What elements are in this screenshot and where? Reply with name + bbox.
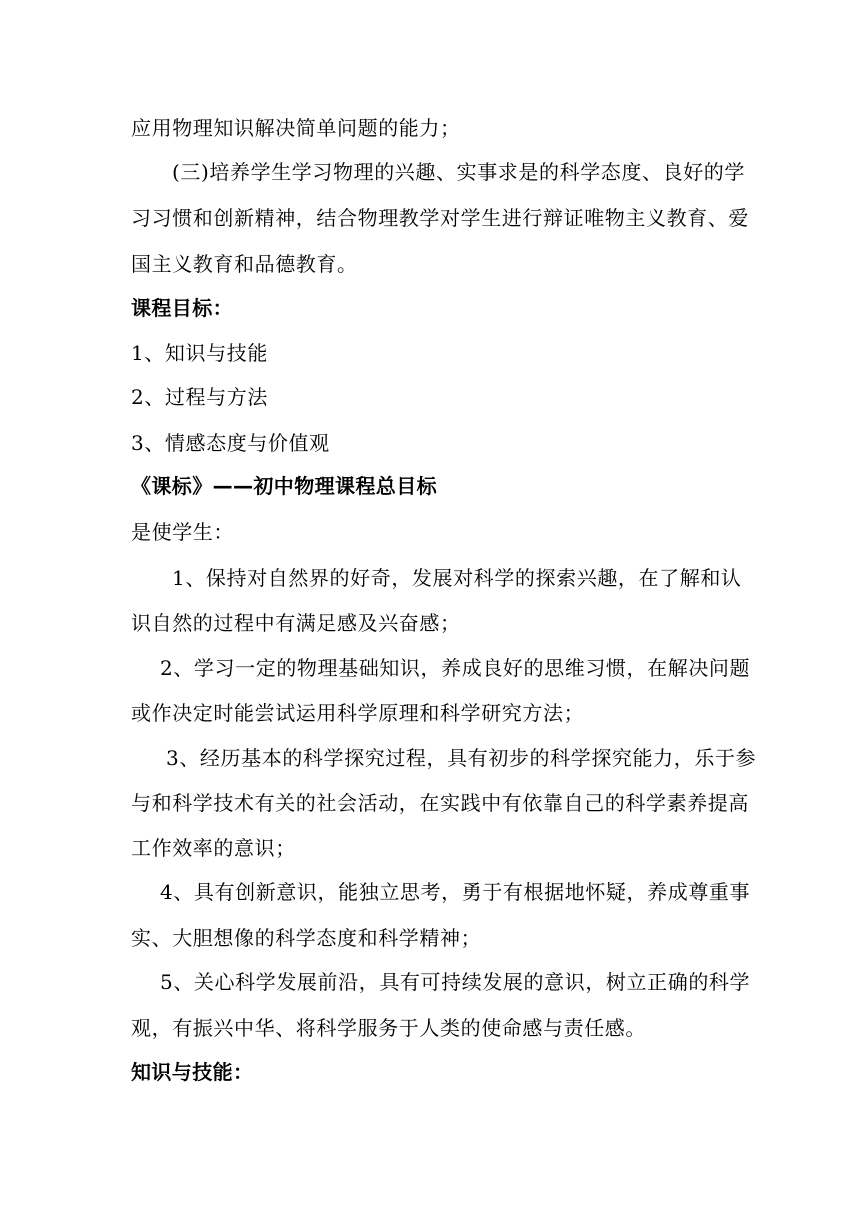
paragraph-line: 工作效率的意识； <box>131 836 296 860</box>
paragraph-line: 国主义教育和品德教育。 <box>131 252 358 276</box>
list-item: 1、保持对自然界的好奇，发展对科学的探索兴趣，在了解和认 <box>172 566 742 590</box>
list-item: 2、过程与方法 <box>131 385 268 409</box>
paragraph-line: 习习惯和创新精神，结合物理教学对学生进行辩证唯物主义教育、爱 <box>131 206 749 230</box>
list-item: 3、情感态度与价值观 <box>131 431 330 455</box>
list-item: 1、知识与技能 <box>131 341 268 365</box>
paragraph-line: 或作决定时能尝试运用科学原理和科学研究方法； <box>131 701 585 725</box>
list-item: 4、具有创新意识，能独立思考，勇于有根据地怀疑，养成尊重事 <box>160 880 751 904</box>
list-item: 5、关心科学发展前沿，具有可持续发展的意识，树立正确的科学 <box>160 970 751 994</box>
paragraph-line: 是使学生： <box>131 520 234 544</box>
paragraph-line: 实、大胆想像的科学态度和科学精神； <box>131 926 482 950</box>
paragraph-line: 与和科学技术有关的社会活动，在实践中有依靠自己的科学素养提高 <box>131 791 749 815</box>
section-heading-knowledge-skills: 知识与技能： <box>131 1060 254 1084</box>
list-item: 3、经历基本的科学探究过程，具有初步的科学探究能力，乐于参 <box>166 746 757 770</box>
paragraph-line: 观，有振兴中华、将科学服务于人类的使命感与责任感。 <box>131 1016 646 1040</box>
paragraph-line: 应用物理知识解决简单问题的能力； <box>131 116 461 140</box>
list-item: 2、学习一定的物理基础知识，养成良好的思维习惯，在解决问题 <box>160 656 751 680</box>
section-heading-course-goals: 课程目标： <box>131 296 233 320</box>
section-heading-overall-goals: 《课标》——初中物理课程总目标 <box>131 474 437 498</box>
paragraph-line: (三)培养学生学习物理的兴趣、实事求是的科学态度、良好的学 <box>172 160 746 184</box>
paragraph-line: 识自然的过程中有满足感及兴奋感； <box>131 611 461 635</box>
